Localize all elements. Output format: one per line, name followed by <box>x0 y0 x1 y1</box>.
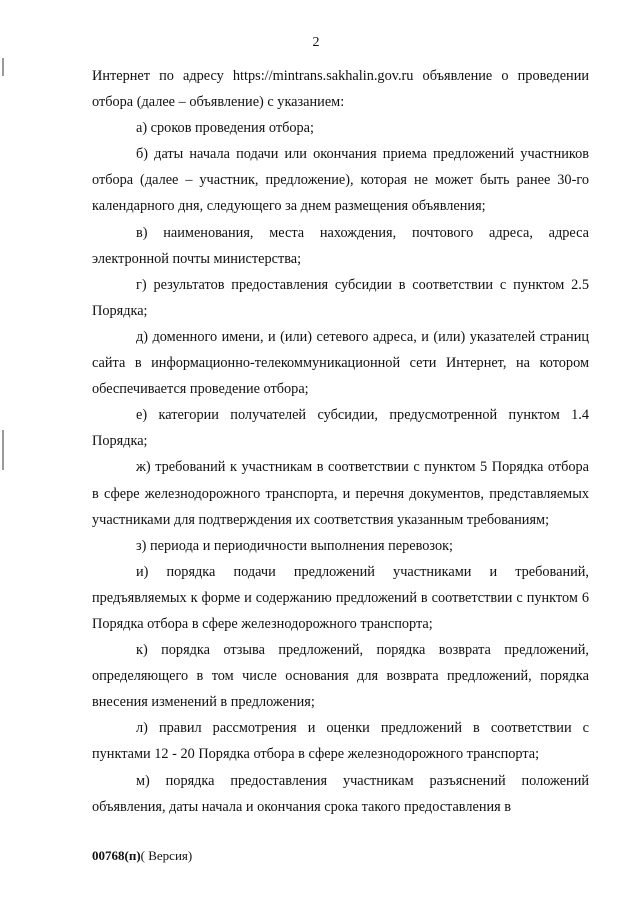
document-version: ( Версия) <box>140 848 193 863</box>
document-footer <box>92 848 192 864</box>
paragraph-item-d: д) доменного имени, и (или) сетевого адреса, и (или) указателей страниц сайта в информационно-телекоммуникационной сети Интернет, на котором обеспечивается проведение отбора; <box>92 328 589 398</box>
paragraph-item-k: к) порядка отзыва предложений, порядка возврата предложений, определяющего в том числе основания для возврата предложений, порядка внесения изменений в предложения; <box>92 642 589 711</box>
paragraph-item-i: и) порядка подачи предложений участниками и требований, предъявляемых к форме и содержанию предложений в соответствии с пунктом 6 Порядка отбора в сфере железнодорожного транспорта; <box>92 563 589 632</box>
paragraph-item-e: е) категории получателей субсидии, предусмотренной пунктом 1.4 Порядка; <box>92 407 589 450</box>
paragraph-item-g: г) результатов предоставления субсидии в соответствии с пунктом 2.5 Порядка; <box>92 276 589 319</box>
scan-edge-mark-middle <box>2 430 4 470</box>
paragraph-intro: Интернет по адресу https://mintrans.sakhalin.gov.ru объявление о проведении отбора (далее – объявление) с указанием: <box>92 68 589 111</box>
scan-edge-mark-top <box>2 58 4 76</box>
paragraph-item-z: з) периода и периодичности выполнения перевозок; <box>136 537 454 554</box>
paragraph-item-m: м) порядка предоставления участникам разъяснений положений объявления, даты начала и окончания срока такого предоставления в <box>92 772 589 815</box>
document-body <box>92 63 589 820</box>
paragraph-item-l: л) правил рассмотрения и оценки предложений в соответствии с пунктами 12 - 20 Порядка отбора в сфере железнодорожного транспорта; <box>92 720 589 763</box>
paragraph-item-zh: ж) требований к участникам в соответствии с пунктом 5 Порядка отбора в сфере железнодорожного транспорта, и перечня документов, представляемых участниками для подтверждения их соответствия указанным требованиям; <box>92 459 589 528</box>
paragraph-item-b: б) даты начала подачи или окончания приема предложений участников отбора (далее – участник, предложение), которая не может быть ранее 30-го календарного дня, следующего за днем размещения объявления; <box>92 146 589 215</box>
page-number: 2 <box>312 35 320 50</box>
paragraph-item-v: в) наименования, места нахождения, почтового адреса, адреса электронной почты министерства; <box>92 224 589 267</box>
paragraph-item-a: а) сроков проведения отбора; <box>136 120 314 137</box>
document-code: 00768(п) <box>92 848 141 863</box>
